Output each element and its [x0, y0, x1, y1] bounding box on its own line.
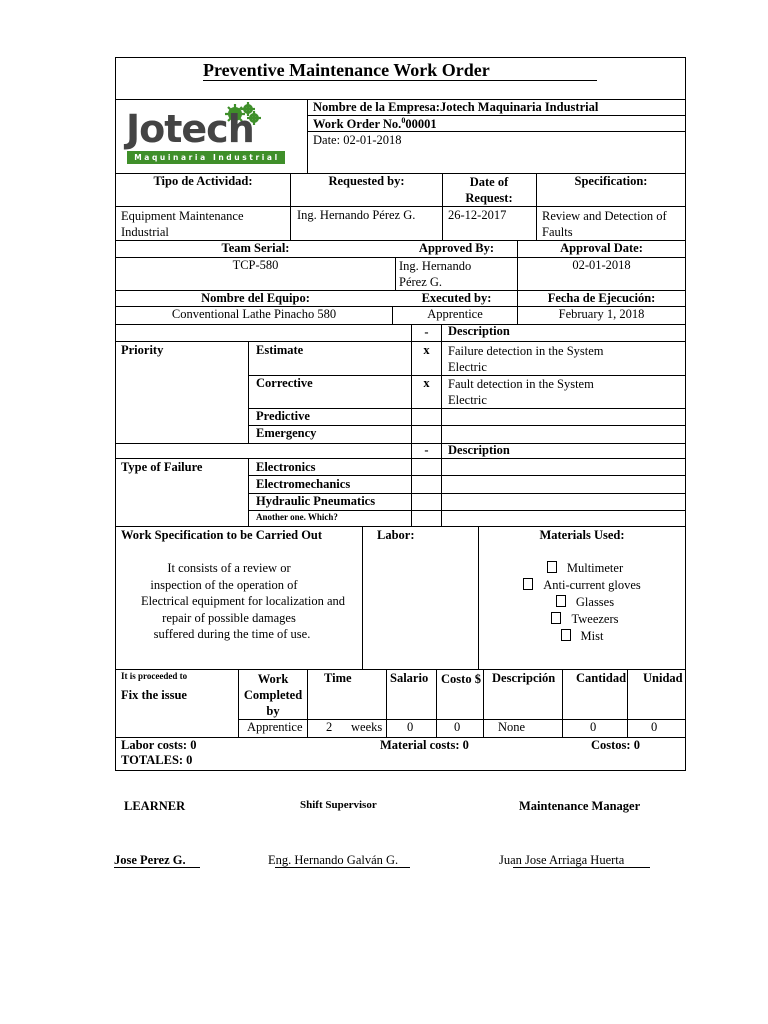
signature-line: [275, 867, 410, 868]
salary-header: Salario: [390, 671, 429, 685]
failure-item-electromechanics: Electromechanics: [256, 477, 351, 491]
failure-item-other: Another one. Which?: [256, 512, 338, 522]
checkbox-icon: [556, 595, 566, 607]
unit-value: 0: [651, 720, 658, 734]
date-of-request-value: 26-12-2017: [448, 208, 507, 222]
signature-role-manager: Maintenance Manager: [519, 799, 641, 813]
labor-costs: Labor costs: 0: [121, 738, 197, 752]
date-of-request-header: Date of Request:: [465, 175, 513, 205]
equipment-name-header: Nombre del Equipo:: [201, 291, 310, 305]
work-spec-line: repair of possible damages: [162, 610, 296, 625]
material-item: [479, 560, 685, 577]
time-value: 2: [326, 720, 333, 734]
total-costs: Costos: 0: [591, 738, 640, 752]
priority-item-emergency: Emergency: [256, 426, 317, 440]
signature-line: [513, 867, 650, 868]
executed-by-header: Executed by:: [421, 291, 492, 305]
specification-value: Review and Detection of Faults: [542, 209, 667, 239]
logo-tagline: Maquinaria Industrial: [134, 153, 280, 162]
page-title: Preventive Maintenance Work Order: [203, 60, 490, 80]
company-name: Nombre de la Empresa:Jotech Maquinaria Industrial: [313, 100, 599, 114]
logo-wordmark: Jotech: [126, 107, 254, 151]
work-spec-line: It consists of a review or: [167, 561, 291, 575]
work-spec-text: [116, 560, 362, 643]
work-spec-line: suffered during the time of use.: [153, 627, 311, 641]
title-underline: [203, 80, 597, 81]
time-unit-value: weeks: [351, 720, 383, 734]
requested-by-value: Ing. Hernando Pérez G.: [297, 208, 416, 222]
activity-type-value: Equipment Maintenance Industrial: [121, 209, 244, 239]
failure-label: Type of Failure: [121, 460, 203, 474]
approved-by-header: Approved By:: [418, 241, 495, 255]
work-order-label: Work Order No.: [313, 117, 402, 132]
time-header: Time: [324, 671, 352, 685]
material-label: Glasses: [575, 595, 615, 609]
material-label: Tweezers: [571, 612, 619, 626]
specification-header: Specification:: [574, 174, 648, 188]
completed-by-value: Apprentice: [247, 720, 303, 734]
failure-dash: -: [424, 443, 429, 457]
priority-description-header: Description: [448, 324, 510, 338]
proceed-label: Fix the issue: [121, 688, 187, 702]
execution-date-value: February 1, 2018: [558, 307, 645, 321]
work-spec-line: inspection of the operation of: [150, 577, 298, 592]
priority-label: Priority: [121, 343, 164, 357]
failure-item-electronics: Electronics: [256, 460, 316, 474]
description-value: None: [498, 720, 526, 734]
signature-role-learner: LEARNER: [124, 799, 186, 813]
execution-date-header: Fecha de Ejecución:: [547, 291, 656, 305]
material-costs: Material costs: 0: [380, 738, 469, 752]
work-spec-line: Electrical equipment for localization and: [140, 594, 346, 608]
signature-line: [114, 867, 200, 868]
material-item: [479, 577, 685, 594]
material-label: Multimeter: [566, 561, 624, 575]
signature-name-learner: Jose Perez G.: [114, 853, 186, 867]
priority-dash: -: [424, 325, 429, 339]
material-item: [479, 611, 685, 628]
material-item: [479, 628, 685, 645]
checkbox-icon: [551, 612, 561, 624]
activity-type-header: Tipo de Actividad:: [153, 174, 253, 188]
materials-list: [479, 560, 685, 645]
materials-header: Materials Used:: [539, 528, 625, 542]
work-order-superscript: 0: [401, 116, 406, 125]
priority-desc-estimate: Failure detection in the System Electric: [448, 344, 604, 374]
unit-header: Unidad: [643, 671, 683, 685]
cost-value: 0: [454, 720, 461, 734]
description-header: Descripción: [492, 671, 556, 685]
work-order-number: [313, 116, 437, 132]
totales: TOTALES: 0: [121, 753, 193, 767]
team-serial-header: Team Serial:: [221, 241, 290, 255]
priority-mark-corrective: x: [423, 376, 430, 390]
quantity-header: Cantidad: [576, 671, 627, 685]
approval-date-value: 02-01-2018: [572, 258, 631, 272]
work-order-value: 00001: [405, 117, 437, 132]
approved-by-value: Ing. Hernando Pérez G.: [399, 259, 472, 289]
labor-header: Labor:: [377, 528, 415, 542]
equipment-name-value: Conventional Lathe Pinacho 580: [171, 307, 337, 321]
checkbox-icon: [547, 561, 557, 573]
requested-by-header: Requested by:: [328, 174, 405, 188]
signature-name-manager: Juan Jose Arriaga Huerta: [499, 853, 625, 867]
proceed-small-label: It is proceeded to: [121, 671, 188, 681]
failure-description-header: Description: [448, 443, 510, 457]
priority-item-predictive: Predictive: [256, 409, 310, 423]
priority-mark-estimate: x: [423, 343, 430, 357]
completed-by-header: Work Completed by: [243, 672, 303, 718]
work-spec-header: Work Specification to be Carried Out: [121, 528, 323, 542]
material-label: Mist: [580, 629, 604, 643]
signature-name-supervisor: Eng. Hernando Galván G.: [268, 853, 399, 867]
executed-by-value: Apprentice: [427, 307, 483, 321]
priority-item-estimate: Estimate: [256, 343, 304, 357]
approval-date-header: Approval Date:: [560, 241, 643, 255]
checkbox-icon: [561, 629, 571, 641]
material-item: [479, 594, 685, 611]
team-serial-value: TCP-580: [232, 258, 279, 272]
quantity-value: 0: [590, 720, 597, 734]
priority-item-corrective: Corrective: [256, 376, 313, 390]
salary-value: 0: [407, 720, 414, 734]
order-date: Date: 02-01-2018: [313, 133, 402, 147]
failure-item-hydraulic: Hydraulic Pneumatics: [256, 494, 376, 508]
cost-header: Costo $: [441, 672, 481, 686]
priority-desc-corrective: Fault detection in the System Electric: [448, 377, 594, 407]
checkbox-icon: [523, 578, 533, 590]
company-logo: [124, 101, 290, 167]
material-label: Anti-current gloves: [543, 578, 641, 592]
signature-role-supervisor: Shift Supervisor: [300, 799, 377, 811]
